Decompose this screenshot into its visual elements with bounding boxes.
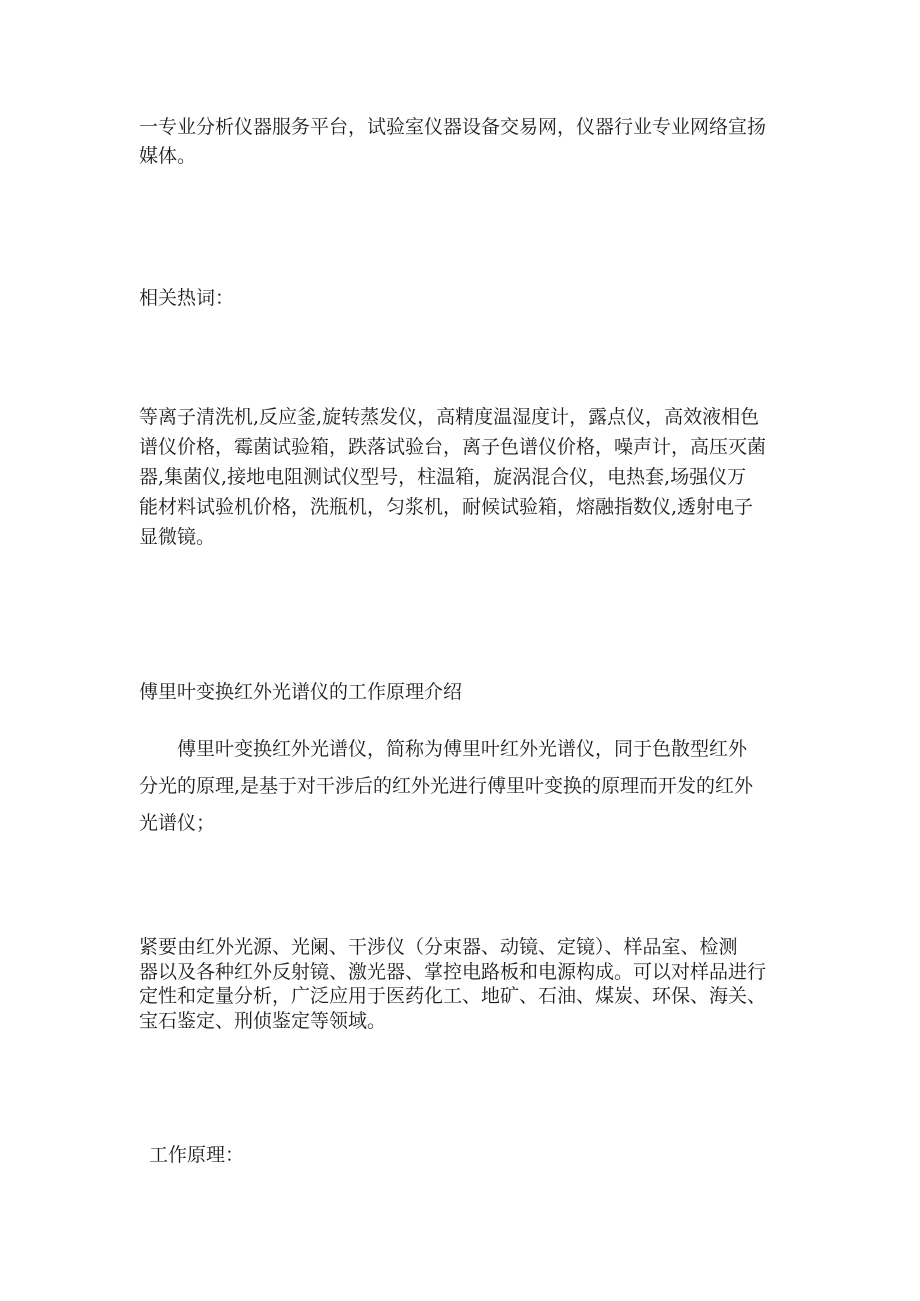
- hotwords-paragraph: 等离子清洗机,反应釜,旋转蒸发仪，高精度温湿度计，露点仪，高效液相色 谱仪价格，霉菌试验箱，跌落试验台，离子色谱仪价格，噪声计，高压灭菌 器,集菌仪,接地电阻测试仪型号，柱温箱，旋涡混合仪，电热套,场强仪万 能材料试验机价格，洗瓶机，匀浆机，耐候试验箱，熔融指数仪,透射电子 显微镜。: [139, 406, 767, 548]
- definition-paragraph: 傅里叶变换红外光谱仪，简称为傅里叶红外光谱仪，同于色散型红外 分光的原理,是基于对干涉后的红外光进行傅里叶变换的原理而开发的红外 光谱仪；: [139, 738, 754, 834]
- composition-paragraph: 紧要由红外光源、光阑、干涉仪（分束器、动镜、定镜）、样品室、检测 器以及各种红外反射镜、激光器、掌控电路板和电源构成。可以对样品进行 定性和定量分析，广泛应用于医药化工、地矿、石油、煤炭、环保、海关、 宝石鉴定、刑侦鉴定等领域。: [139, 936, 767, 1032]
- intro-paragraph: 一专业分析仪器服务平台，试验室仪器设备交易网，仪器行业专业网络宣扬 媒体。: [139, 116, 767, 167]
- section-title: 傅里叶变换红外光谱仪的工作原理介绍: [139, 681, 463, 703]
- principle-label: 工作原理：: [149, 1144, 245, 1166]
- hotwords-label: 相关热词：: [139, 287, 235, 309]
